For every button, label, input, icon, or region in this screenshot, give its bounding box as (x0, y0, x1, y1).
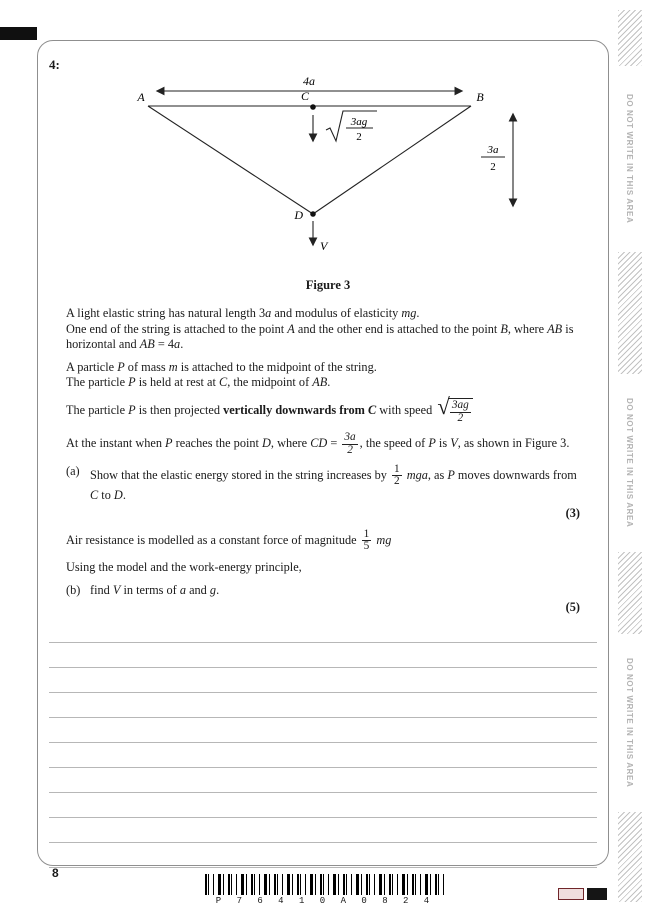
answer-line (49, 843, 597, 868)
marks-part-a: (3) (565, 505, 580, 520)
label-depth-den: 2 (490, 161, 496, 173)
barcode-bars (205, 874, 445, 895)
label-b: B (476, 90, 484, 104)
label-speed-num: 3ag (350, 116, 368, 128)
problem-line: The particle P is then projected vertically downwards from C with speed √ $\frac{3ag}{2}$ (66, 398, 582, 425)
answer-line (49, 743, 597, 768)
question-area (37, 40, 609, 866)
barcode (205, 874, 445, 906)
answer-line (49, 618, 597, 643)
point-c-dot (310, 104, 316, 110)
answer-line (49, 768, 597, 793)
figure-3 (113, 69, 543, 293)
registration-mark (0, 27, 37, 40)
answer-line (49, 818, 597, 843)
label-4a: 4a (303, 74, 315, 88)
part-a (66, 464, 582, 504)
part-b-label: (b) (66, 582, 81, 597)
label-c: C (300, 89, 310, 103)
do-not-write-warning: DO NOT WRITE IN THIS AREA (625, 658, 634, 788)
problem-statement (66, 306, 582, 616)
label-a: A (137, 90, 145, 104)
answer-line (49, 643, 597, 668)
answer-line (49, 693, 597, 718)
question-number: 4: (49, 57, 60, 72)
margin-stripe (618, 252, 642, 374)
answer-lines (49, 618, 597, 868)
problem-line: Air resistance is modelled as a constant force of magnitude $\frac{1}{5}$ mg (66, 527, 392, 553)
problem-line: One end of the string is attached to the point A and the other end is attached to the point B, where AB is horizontal and AB = 4a. (66, 321, 574, 352)
part-a-text: Show that the elastic energy stored in the string increases by $\frac{1}{2}$ mga, as P moves downwards from C to D. (90, 462, 577, 503)
part-b-text: find V in terms of a and g. (90, 582, 220, 597)
part-b (66, 583, 582, 599)
right-margin (614, 0, 645, 910)
barcode-text: P 7 6 4 1 0 A 0 8 2 4 (215, 896, 435, 906)
answer-line (49, 793, 597, 818)
print-mark-dark (587, 888, 607, 900)
string-ad (148, 106, 313, 214)
point-d-dot (310, 211, 316, 217)
page-number: 8 (52, 866, 59, 880)
margin-stripe (618, 552, 642, 634)
answer-line (49, 668, 597, 693)
label-d: D (294, 208, 303, 222)
string-bd (313, 106, 471, 214)
problem-line: A particle P of mass m is attached to the midpoint of the string. (66, 359, 377, 374)
figure-caption: Figure 3 (305, 278, 351, 292)
label-speed-den: 2 (356, 131, 362, 143)
label-v: V (320, 239, 328, 253)
answer-line (49, 718, 597, 743)
problem-line: The particle P is held at rest at C, the midpoint of AB. (66, 375, 331, 390)
marks-part-b: (5) (565, 600, 580, 615)
margin-stripe (618, 812, 642, 902)
problem-line: At the instant when P reaches the point D, where CD = $\frac{3a}{2}$ , the speed of P is V, as shown in Figure 3. (66, 430, 570, 456)
do-not-write-warning: DO NOT WRITE IN THIS AREA (625, 94, 634, 224)
problem-line: A light elastic string has natural length 3a and modulus of elasticity mg. (66, 306, 420, 320)
print-color-marks (558, 888, 607, 900)
problem-line: Using the model and the work-energy principle, (66, 560, 302, 575)
print-mark-light (558, 888, 584, 900)
figure-3-diagram (113, 69, 543, 261)
part-a-label: (a) (66, 463, 80, 478)
label-depth-num: 3a (487, 144, 499, 156)
margin-stripe (618, 10, 642, 66)
do-not-write-warning: DO NOT WRITE IN THIS AREA (625, 398, 634, 528)
